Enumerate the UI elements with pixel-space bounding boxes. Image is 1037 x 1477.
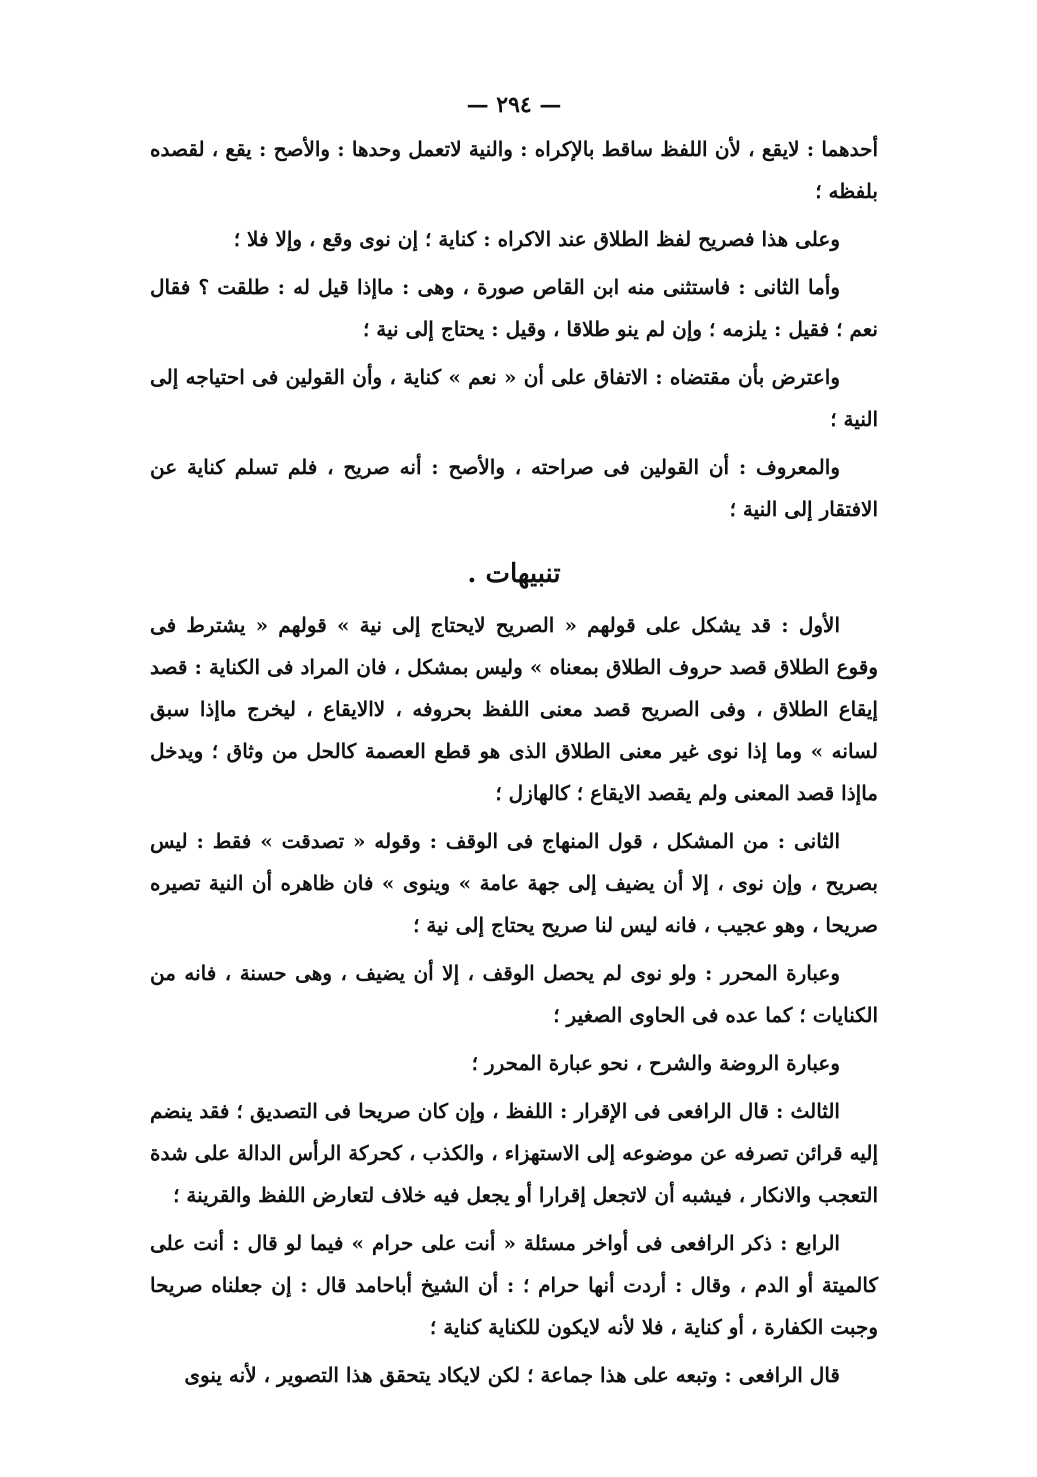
paragraph: قال الرافعى : وتبعه على هذا جماعة ؛ لكن لايكاد يتحقق هذا التصوير ، لأنه ينوى [184, 1363, 840, 1387]
paragraph: وعلى هذا فصريح لفظ الطلاق عند الاكراه : كناية ؛ إن نوى وقع ، وإلا فلا ؛ [233, 227, 840, 251]
paragraph: الأول : قد يشكل على قولهم « الصريح لايحتاج إلى نية » قولهم « يشترط فى وقوع الطلاق قصد حروف الطلاق بمعناه » وليس بمشكل ، فان المراد فى الكناية : قصد إيقاع الطلاق ، وفى الصريح قصد معنى اللفظ بحروفه ، لاالايقاع ، ليخرج ماإذا سبق لسانه » وما إذا نوى غير معنى الطلاق الذى هو قطع العصمة كالحل من وثاق ؛ ويدخل ماإذا قصد المعنى ولم يقصد الايقاع ؛ كالهازل ؛ [150, 613, 878, 805]
page-number: — ٢٩٤ — [466, 92, 562, 118]
paragraph: الرابع : ذكر الرافعى فى أواخر مسئلة « أنت على حرام » فيما لو قال : أنت على كالميتة أو الدم ، وقال : أردت أنها حرام ؛ : أن الشيخ أباحامد قال : إن جعلناه صريحا وجبت الكفارة ، أو كناية ، فلا لأنه لايكون للكناية كناية ؛ [150, 1231, 878, 1339]
paragraph: وأما الثانى : فاستثنى منه ابن القاص صورة ، وهى : ماإذا قيل له : طلقت ؟ فقال نعم ؛ فقيل : يلزمه ؛ وإن لم ينو طلاقا ، وقيل : يحتاج إلى نية ؛ [150, 275, 878, 341]
paragraph: واعترض بأن مقتضاه : الاتفاق على أن « نعم » كناية ، وأن القولين فى احتياجه إلى النية ؛ [150, 365, 878, 431]
section-notes [150, 604, 878, 1396]
section-heading: تنبيهات . [467, 559, 561, 589]
paragraph: وعبارة الروضة والشرح ، نحو عبارة المحرر ؛ [471, 1051, 840, 1075]
book-page [150, 92, 878, 1402]
paragraph: أحدهما : لايقع ، لأن اللفظ ساقط بالإكراه : والنية لاتعمل وحدها : والأصح : يقع ، لقصده بلفظه ؛ [150, 137, 878, 203]
paragraph: وعبارة المحرر : ولو نوى لم يحصل الوقف ، إلا أن يضيف ، وهى حسنة ، فانه من الكنايات ؛ كما عده فى الحاوى الصغير ؛ [150, 961, 878, 1027]
section-conditions [150, 128, 878, 530]
paragraph: الثالث : قال الرافعى فى الإقرار : اللفظ ، وإن كان صريحا فى التصديق ؛ فقد ينضم إليه قرائن تصرفه عن موضوعه إلى الاستهزاء ، والكذب ، كحركة الرأس الدالة على شدة التعجب والانكار ، فيشبه أن لاتجعل إقرارا أو يجعل فيه خلاف لتعارض اللفظ والقرينة ؛ [150, 1099, 878, 1207]
paragraph: الثانى : من المشكل ، قول المنهاج فى الوقف : وقوله « تصدقت » فقط : ليس بصريح ، وإن نوى ، إلا أن يضيف إلى جهة عامة » وينوى » فان ظاهره أن النية تصيره صريحا ، وهو عجيب ، فانه ليس لنا صريح يحتاج إلى نية ؛ [150, 829, 878, 937]
paragraph: والمعروف : أن القولين فى صراحته ، والأصح : أنه صريح ، فلم تسلم كناية عن الافتقار إلى النية ؛ [150, 455, 878, 521]
